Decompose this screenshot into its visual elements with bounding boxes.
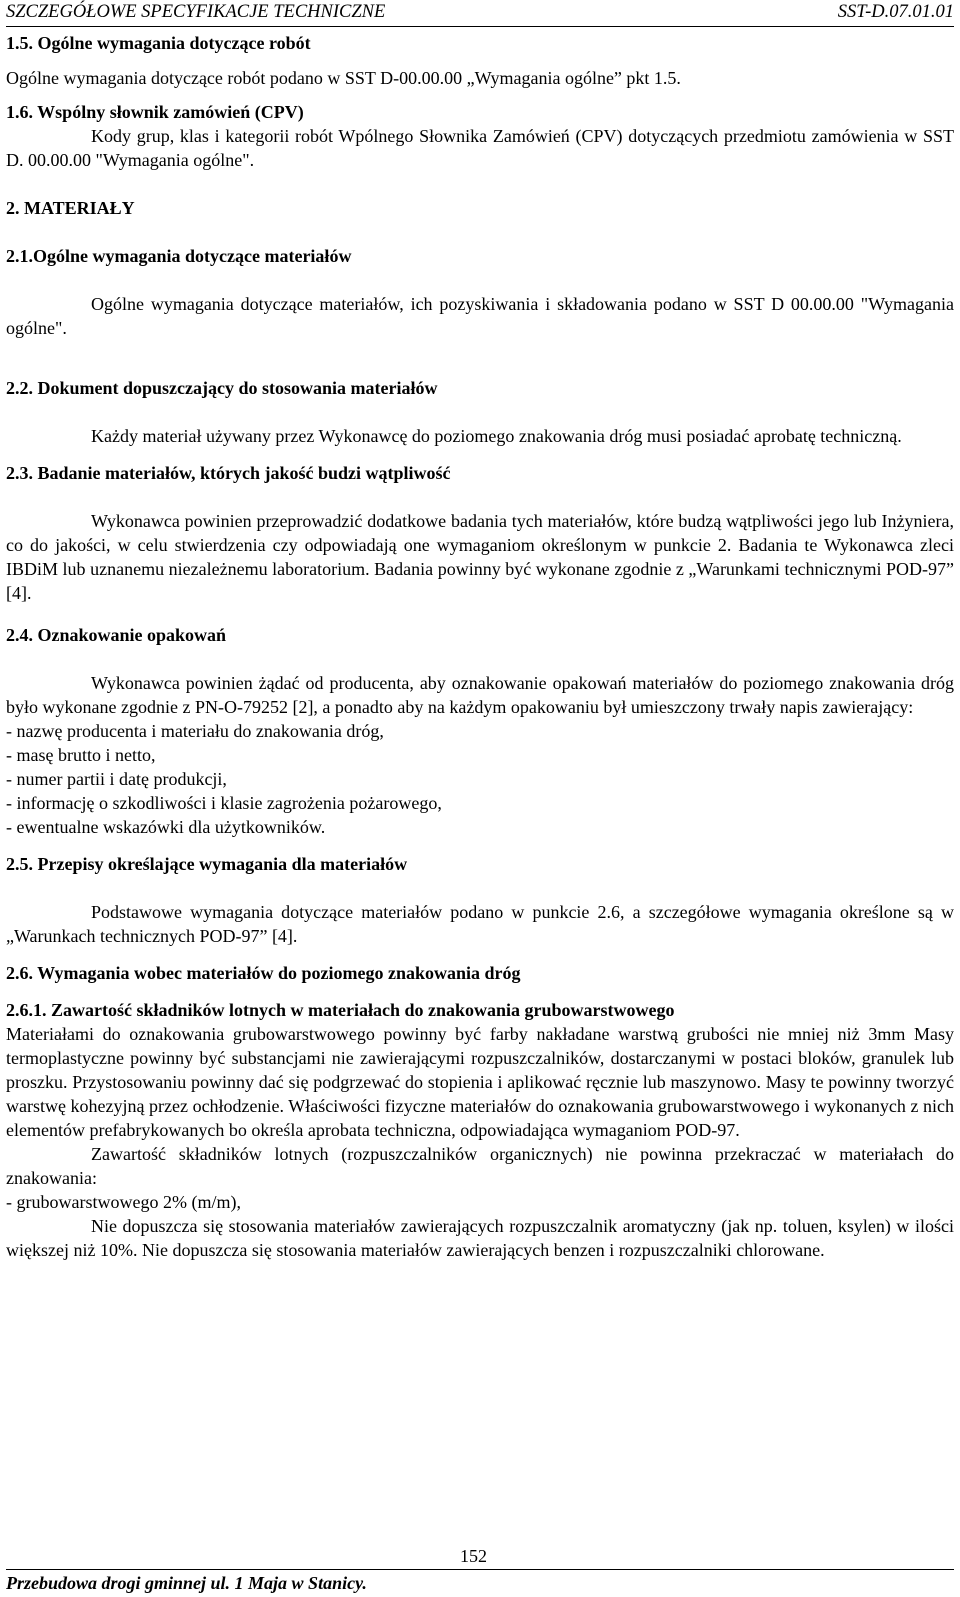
paragraph-2-5: Podstawowe wymagania dotyczące materiałów podano w punkcie 2.6, a szczegółowe wymagania określone są w „Warunkach technicznych POD-97” [4]. [6, 902, 954, 946]
footer-rule [6, 1569, 954, 1570]
paragraph-1-6: Kody grup, klas i kategorii robót Wpólnego Słownika Zamówień (CPV) dotyczących przedmiotu zamówienia w SST D. 00.00.00 "Wymagania ogólne". [6, 126, 954, 170]
paragraph-2-2: Każdy materiał używany przez Wykonawcę do poziomego znakowania dróg musi posiadać aprobatę techniczną. [91, 426, 902, 446]
paragraph-2-4: Wykonawca powinien żądać od producenta, aby oznakowanie opakowań materiałów do poziomego znakowania dróg było wykonane zgodnie z PN-O-79252 [2], a ponadto aby na każdym opakowaniu był umieszczony trwały napis zawierający: [6, 673, 954, 717]
list-item: - grubowarstwowego 2% (m/m), [6, 1192, 241, 1212]
paragraph-2-3: Wykonawca powinien przeprowadzić dodatkowe badania tych materiałów, które budzą wątpliwości jego lub Inżyniera, co do jakości, w celu stwierdzenia czy odpowiadają one wymaganiom określonym w punkcie 2. Badania te Wykonawca zleci IBDiM lub uznanemu niezależnemu laboratorium. Badania powinny być wykonane zgodnie z „Warunkami technicznymi POD-97” [4]. [6, 511, 954, 603]
page-number: 152 [460, 1546, 487, 1566]
section-heading-2-2: 2.2. Dokument dopuszczający do stosowania materiałów [6, 378, 438, 398]
section-heading-2-1: 2.1.Ogólne wymagania dotyczące materiałów [6, 246, 352, 266]
section-heading-2-5: 2.5. Przepisy określające wymagania dla materiałów [6, 854, 408, 874]
list-item: - informację o szkodliwości i klasie zagrożenia pożarowego, [6, 793, 442, 813]
paragraph-2-6-1-b: Zawartość składników lotnych (rozpuszczalników organicznych) nie powinna przekraczać w materiałach do znakowania: [6, 1144, 954, 1188]
document-body [6, 31, 954, 1262]
paragraph-2-1: Ogólne wymagania dotyczące materiałów, ich pozyskiwania i składowania podano w SST D 00.00.00 "Wymagania ogólne". [6, 294, 954, 338]
list-item: - nazwę producenta i materiału do znakowania dróg, [6, 721, 384, 741]
section-heading-1-6: 1.6. Wspólny słownik zamówień (CPV) [6, 102, 304, 122]
section-heading-2-3: 2.3. Badanie materiałów, których jakość budzi wątpliwość [6, 463, 451, 483]
header-code: SST-D.07.01.01 [837, 2, 954, 22]
section-heading-2-6-1: 2.6.1. Zawartość składników lotnych w materiałach do znakowania grubowarstwowego [6, 1000, 675, 1020]
section-heading-2-6: 2.6. Wymagania wobec materiałów do poziomego znakowania dróg [6, 963, 521, 983]
paragraph-2-6-1-c: Nie dopuszcza się stosowania materiałów zawierających rozpuszczalnik aromatyczny (jak np. toluen, ksylen) w ilości większej niż 10%. Nie dopuszcza się stosowania materiałów zawierających benzen i rozpuszczalniki chlorowane. [6, 1216, 954, 1260]
paragraph-2-6-1-a: Materiałami do oznakowania grubowarstwowego powinny być farby nakładane warstwą grubości nie mniej niż 3mm Masy termoplastyczne powinny być substancjami nie zawierającymi rozpuszczalników, dostarczanymi w postaci bloków, granulek lub proszku. Przystosowaniu powinny dać się podgrzewać do stopienia i aplikować ręcznie lub maszynowo. Masy te powinny tworzyć warstwę kohezyjną przez ochłodzenie. Właściwości fizyczne materiałów do oznakowania grubowarstwowego i wykonanych z nich elementów prefabrykowanych bo określa aprobata techniczna, odpowiadająca wymaganiom POD-97. [6, 1024, 954, 1140]
list-item: - numer partii i datę produkcji, [6, 769, 227, 789]
section-heading-1-5: 1.5. Ogólne wymagania dotyczące robót [6, 33, 311, 53]
running-footer: Przebudowa drogi gminnej ul. 1 Maja w Stanicy. [6, 1573, 367, 1593]
list-item: - ewentualne wskazówki dla użytkowników. [6, 817, 326, 837]
paragraph-1-5: Ogólne wymagania dotyczące robót podano w SST D-00.00.00 „Wymagania ogólne” pkt 1.5. [6, 68, 681, 88]
section-heading-2: 2. MATERIAŁY [6, 198, 135, 218]
running-header [6, 2, 954, 27]
header-title: SZCZEGÓŁOWE SPECYFIKACJE TECHNICZNE [6, 2, 386, 22]
section-heading-2-4: 2.4. Oznakowanie opakowań [6, 625, 227, 645]
list-item: - masę brutto i netto, [6, 745, 156, 765]
